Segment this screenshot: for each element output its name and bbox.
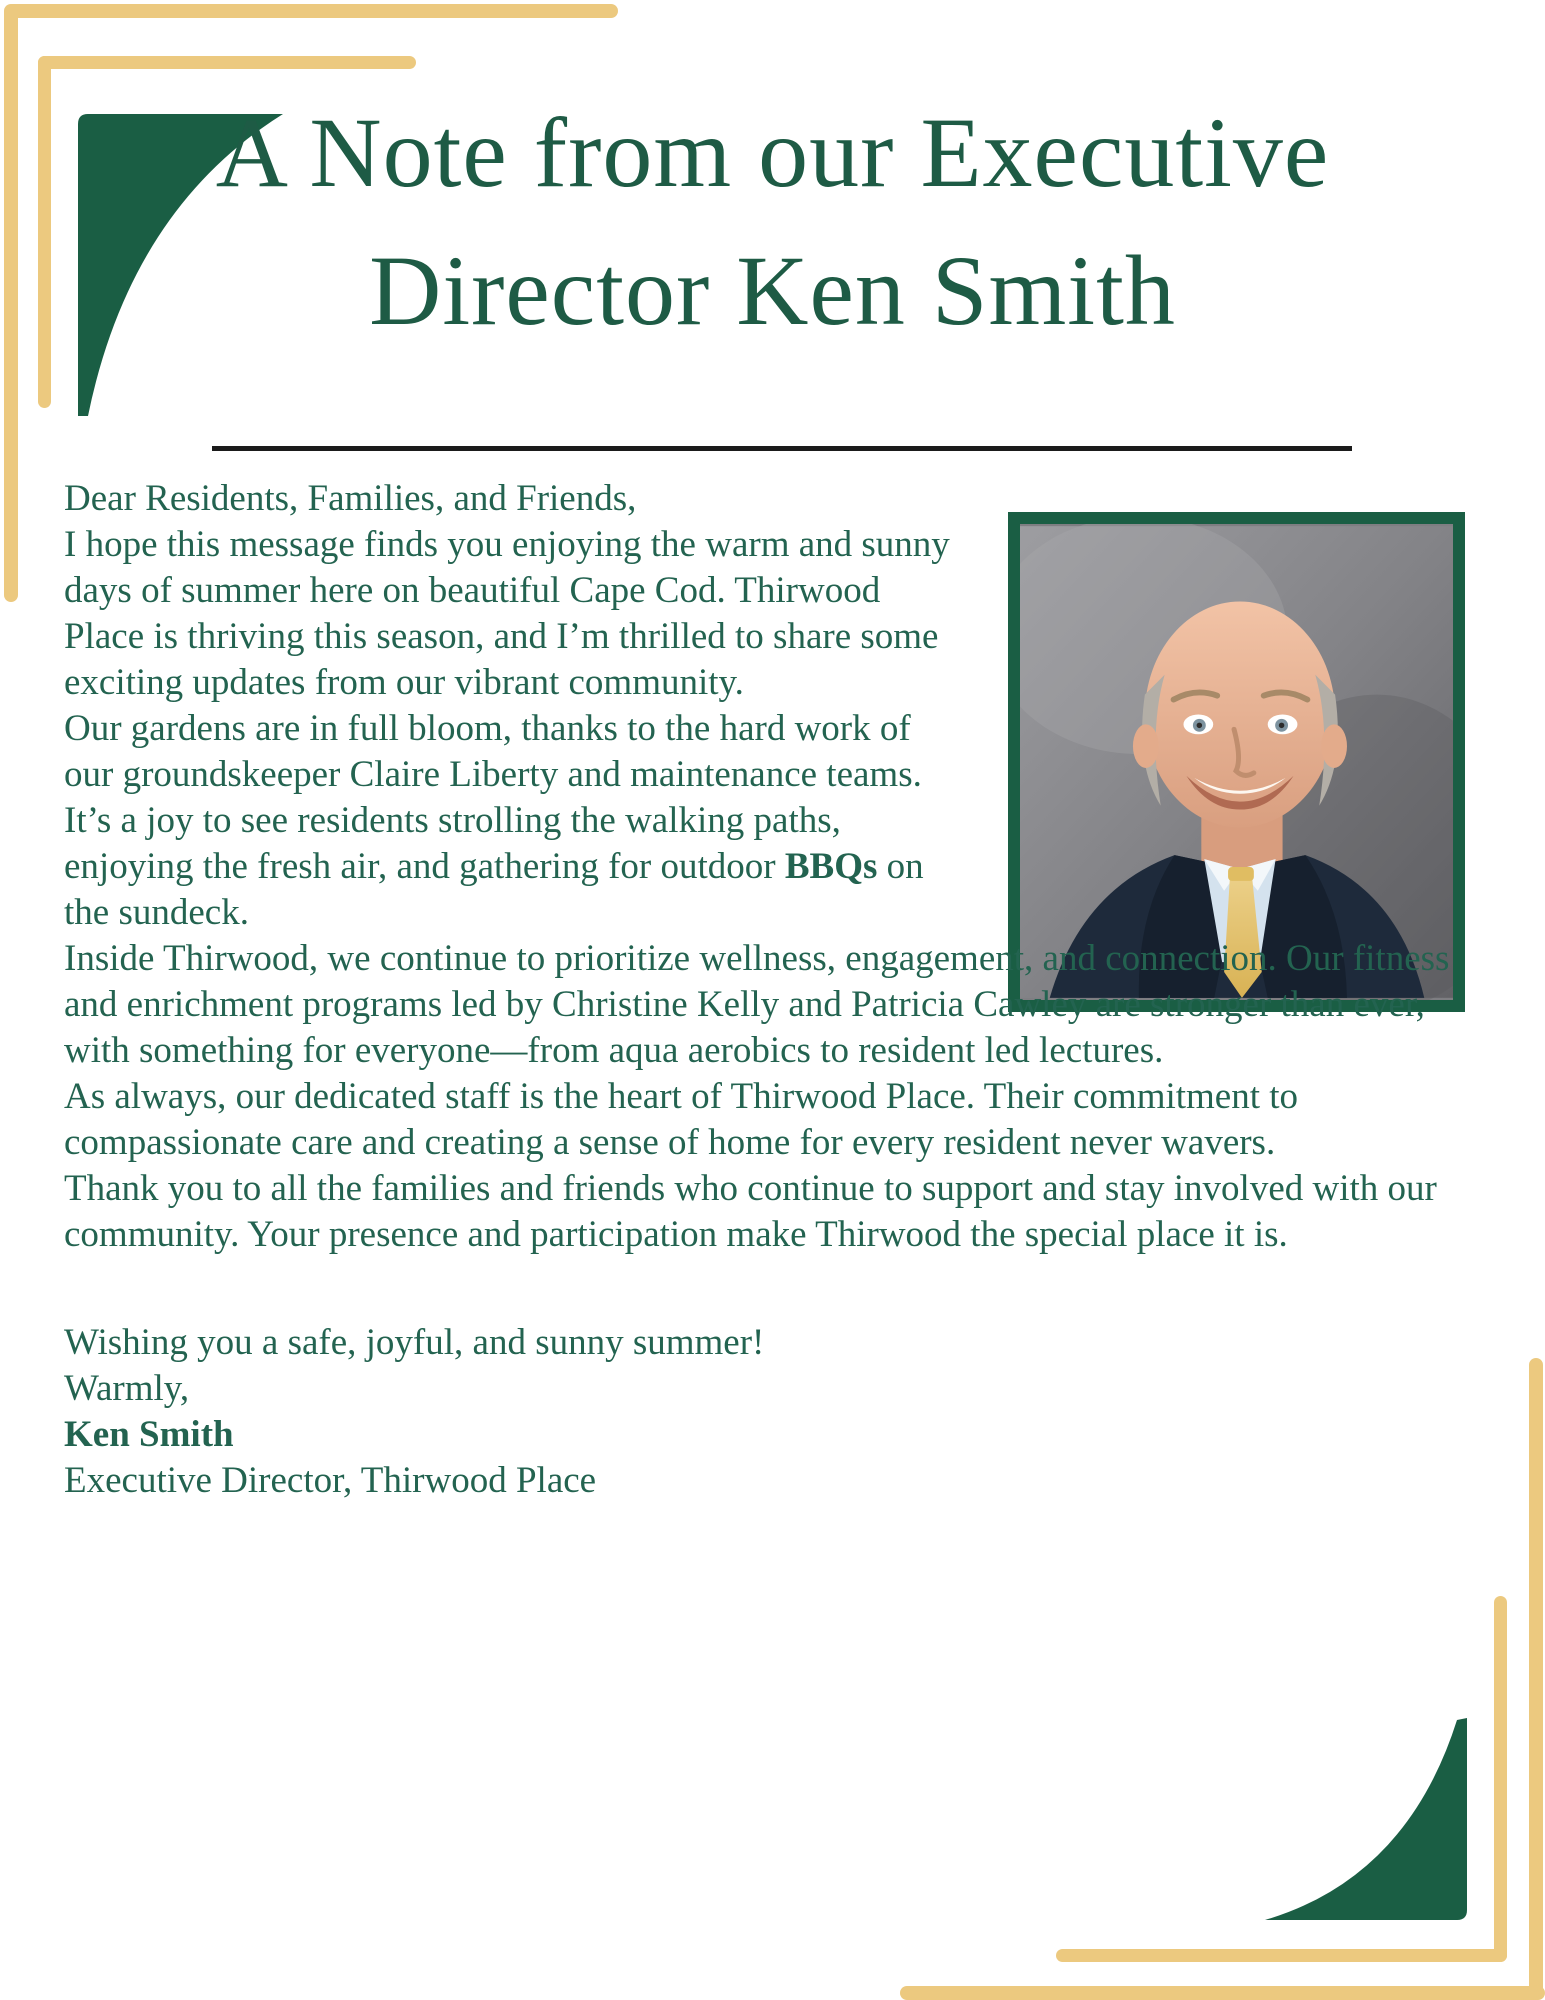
page-title	[0, 84, 1545, 360]
paragraph-gardens-text: Our gardens are in full bloom, thanks to the hard work of our groundskeeper Claire Liberty and maintenance teams. It’s a joy to see residents strolling the walking paths, enjoying the fresh air, and gathering for outdoor	[64, 708, 922, 887]
closing-valediction: Warmly,	[64, 1368, 190, 1409]
gold-border-bottom-right-vertical	[1529, 1358, 1543, 2000]
paragraph-summer-greeting: I hope this message finds you enjoying the warm and sunny days of summer here on beautiful Cape Cod. Thirwood Place is thriving this season, and I’m thrilled to share some exciting updates from our vibrant community.	[64, 524, 950, 703]
page-title-line1: A Note from our Executive	[215, 97, 1330, 208]
gold-border-bottom-right-inner-horizontal	[1056, 1949, 1507, 1962]
title-underline	[212, 446, 1352, 451]
gold-border-top-left-inner-horizontal	[38, 56, 416, 69]
gold-border-top-left-horizontal	[6, 4, 618, 18]
signature-name: Ken Smith	[64, 1414, 234, 1455]
paragraph-staff: As always, our dedicated staff is the heart of Thirwood Place. Their commitment to compassionate care and creating a sense of home for every resident never wavers.	[64, 1076, 1299, 1163]
signature-title: Executive Director, Thirwood Place	[64, 1460, 597, 1501]
paragraph-thank-you: Thank you to all the families and friends who continue to support and stay involved with our community. Your presence and participation make Thirwood the special place it is.	[64, 1168, 1437, 1255]
letter-body	[64, 476, 1484, 1504]
gold-border-bottom-right-inner-vertical	[1494, 1596, 1507, 1962]
closing-block	[64, 1320, 1484, 1504]
page-title-line2: Director Ken Smith	[369, 235, 1176, 346]
paragraph-gardens	[64, 706, 959, 936]
closing-wish: Wishing you a safe, joyful, and sunny summer!	[64, 1322, 765, 1363]
paragraph-gardens-tail: on the sundeck.	[64, 846, 924, 933]
green-swoosh-bottom-right-icon	[1265, 1718, 1467, 1920]
salutation: Dear Residents, Families, and Friends,	[64, 478, 637, 519]
paragraph-gardens-bold: BBQs	[784, 846, 878, 887]
paragraph-wellness: Inside Thirwood, we continue to prioritize wellness, engagement, and connection. Our fitness and enrichment programs led by Christine Kelly and Patricia Cawley are stronger than ever, with something for everyone—from aqua aerobics to resident led lectures.	[64, 938, 1450, 1071]
gold-border-bottom-right-horizontal	[900, 1986, 1545, 2000]
